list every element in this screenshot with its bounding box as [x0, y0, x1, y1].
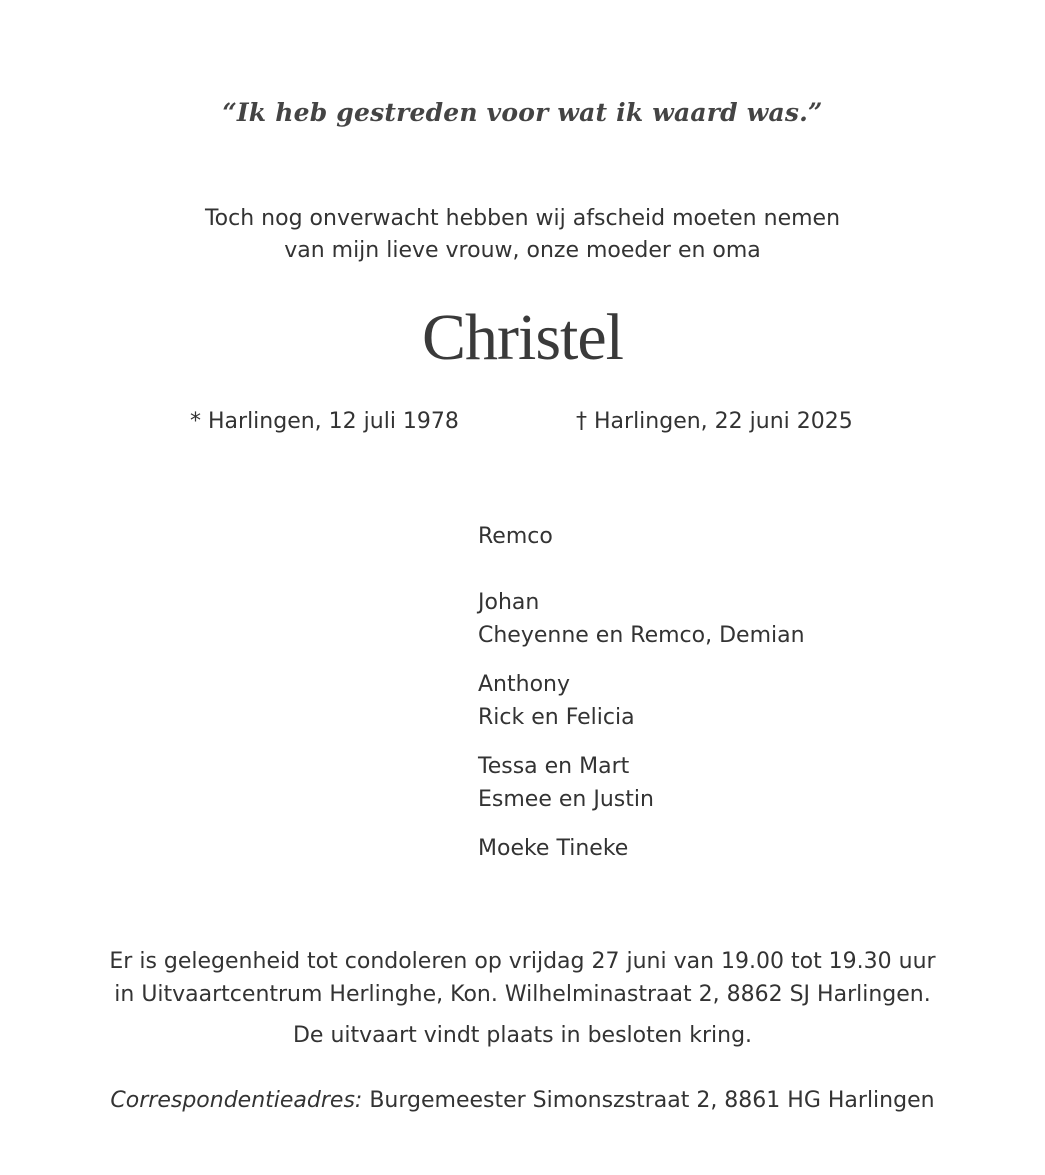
family-group [478, 750, 805, 816]
family-member: Johan [478, 590, 540, 615]
condolence-line: Er is gelegenheid tot condoleren op vrijdag 27 juni van 19.00 tot 19.30 uur [109, 949, 936, 974]
family-member: Tessa en Mart [478, 754, 630, 779]
intro-text [0, 203, 1045, 267]
family-group [478, 668, 805, 734]
intro-line: Toch nog onverwacht hebben wij afscheid moeten nemen [204, 206, 841, 231]
family-group [478, 520, 805, 553]
condolence-info [0, 945, 1045, 1011]
quote: “Ik heb gestreden voor wat ik waard was.” [222, 98, 823, 127]
family-member: Remco [478, 524, 553, 549]
deceased-name: Christel [422, 301, 623, 374]
family-group [478, 586, 805, 652]
correspondence-address [0, 1088, 1045, 1113]
death-info: † Harlingen, 22 juni 2025 [576, 409, 853, 434]
address-value: Burgemeester Simonszstraat 2, 8861 HG Harlingen [369, 1088, 935, 1113]
family-list [478, 520, 805, 865]
intro-line: van mijn lieve vrouw, onze moeder en oma [284, 238, 761, 263]
address-label: Correspondentieadres: [110, 1088, 363, 1113]
family-group [478, 832, 805, 865]
condolence-line: in Uitvaartcentrum Herlinghe, Kon. Wilhelminastraat 2, 8862 SJ Harlingen. [114, 982, 931, 1007]
family-member: Rick en Felicia [478, 705, 635, 730]
family-member: Cheyenne en Remco, Demian [478, 623, 805, 648]
funeral-info: De uitvaart vindt plaats in besloten kring. [292, 1023, 753, 1048]
family-member: Esmee en Justin [478, 787, 654, 812]
family-member: Moeke Tineke [478, 836, 629, 861]
birth-info: * Harlingen, 12 juli 1978 [190, 409, 459, 434]
family-member: Anthony [478, 672, 570, 697]
